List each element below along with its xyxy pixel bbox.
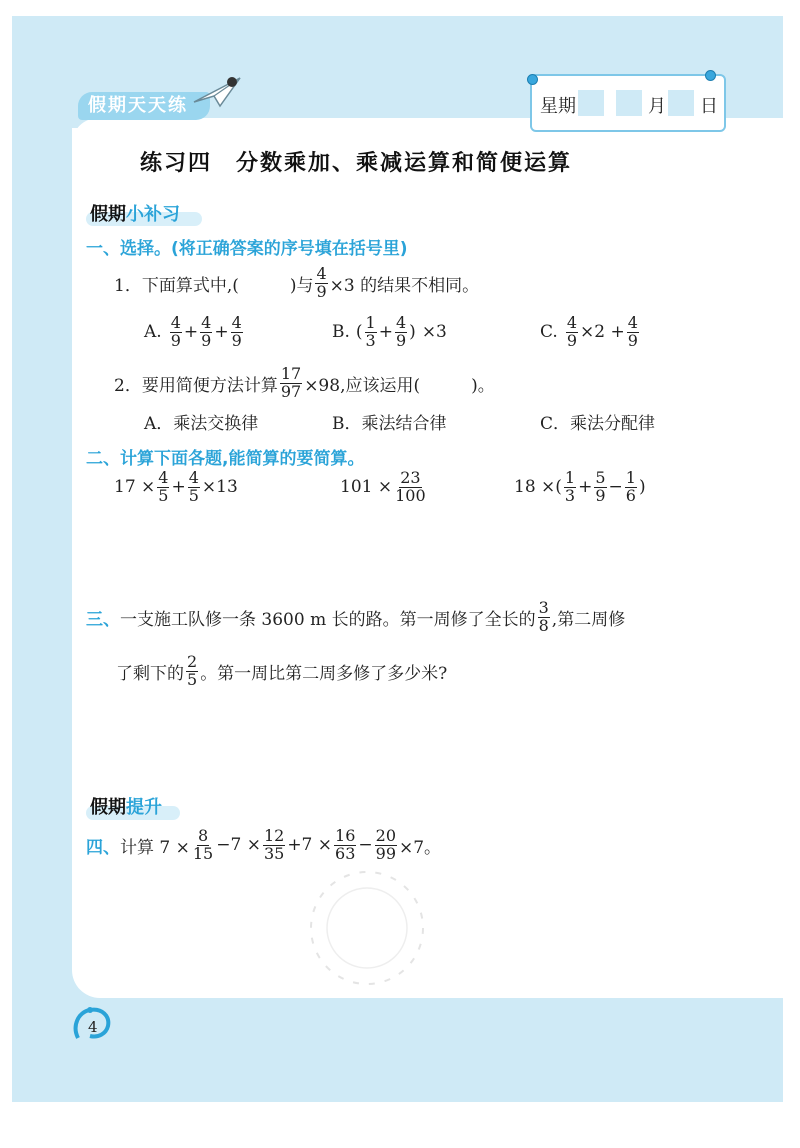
month-label: 月: [648, 96, 666, 117]
part2-heading: 二、计算下面各题,能简算的要简算。: [86, 449, 365, 469]
expression-3: 18 ×( $\frac{1}{3}$ + $\frac{5}{9}$ − $\frac{1}{6}$ ): [514, 468, 646, 505]
question-2: 2．要用简便方法计算 $\frac{17}{97}$ ×98,应该运用( )。: [114, 364, 495, 401]
option-2c[interactable]: C．乘法分配律: [540, 414, 656, 434]
expression-1: 17 × $\frac{4}{5}$ + $\frac{4}{5}$ ×13: [114, 468, 238, 505]
section-tag-review: 假期小补习: [90, 204, 180, 225]
option-1a[interactable]: A. $\frac{4}{9}$ + $\frac{4}{9}$ + $\frac{4}{9}$: [144, 313, 242, 350]
weekday-blank[interactable]: [578, 90, 604, 116]
option-2b[interactable]: B．乘法结合律: [332, 414, 447, 434]
month-blank[interactable]: [616, 90, 642, 116]
pin-icon: [527, 74, 538, 85]
pin-icon: [705, 70, 716, 81]
option-1c[interactable]: C. $\frac{4}{9}$ ×2 + $\frac{4}{9}$: [540, 313, 638, 350]
expression-2: 101 × $\frac{23}{100}$: [340, 468, 426, 505]
brand-label: 假期天天练: [78, 92, 210, 120]
page-title: 练习四 分数乘加、乘减运算和简便运算: [140, 151, 573, 176]
question-1: 1．下面算式中,( )与 $\frac{4}{9}$ ×3 的结果不相同。: [114, 264, 480, 301]
challenge-problem: 四、 计算 7 × $\frac{8}{15}$ −7 × $\frac{12}{35}$ +7 × $\frac{16}{63}$ − $\frac{20}{99}$ ×7。: [86, 826, 442, 863]
page-number: 4: [88, 1018, 98, 1036]
option-1b[interactable]: B. ( $\frac{1}{3}$ + $\frac{4}{9}$ ) ×3: [332, 313, 447, 350]
word-problem-line-1: 三、 一支施工队修一条 3600 m 长的路。第一周修了全长的 $\frac{3}{8}$ ,第二周修: [86, 598, 626, 635]
page-number-badge: [70, 1002, 120, 1046]
option-2a[interactable]: A．乘法交换律: [144, 414, 259, 434]
date-box: [530, 74, 726, 132]
paper-plane-icon: [190, 72, 246, 112]
fraction: $\frac{4}{9}$: [316, 264, 327, 301]
section-tag-advance: 假期提升: [90, 797, 162, 818]
word-problem-line-2: 了剩下的 $\frac{2}{5}$ 。第一周比第二周多修了多少米?: [116, 652, 448, 689]
day-blank[interactable]: [668, 90, 694, 116]
day-label: 日: [700, 96, 718, 117]
part1-heading: 一、选择。(将正确答案的序号填在括号里): [86, 239, 408, 259]
weekday-label: 星期: [540, 96, 576, 117]
watermark-stamp: [292, 860, 442, 995]
